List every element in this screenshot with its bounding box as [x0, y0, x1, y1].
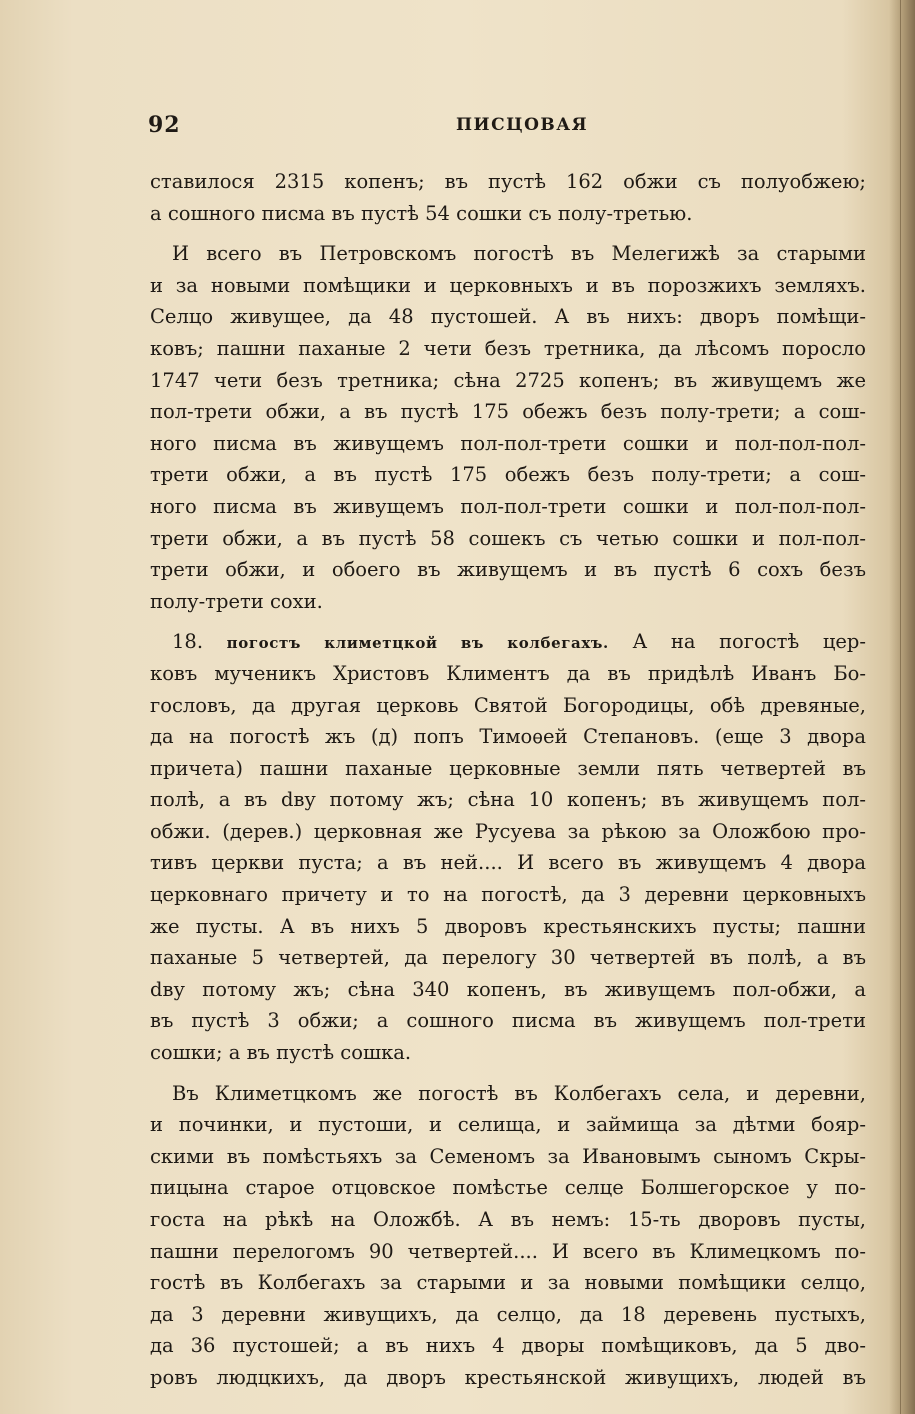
- text-line: гостѣ въ Колбегахъ за старыми и за новыми помѣщики селцо,: [150, 1271, 866, 1295]
- text-line: ковъ; пашни паханые 2 чети безъ третника, да лѣсомъ поросло: [150, 336, 866, 360]
- text-line: скими въ помѣстьяхъ за Семеномъ за Ивановымъ сыномъ Скры-: [150, 1144, 866, 1168]
- text-line: госта на рѣкѣ на Оложбѣ. А въ немъ: 15-ть дворовъ пусты,: [150, 1208, 866, 1231]
- section-number: 18.: [172, 630, 204, 654]
- text-line: dву потому жъ; сѣна 340 копенъ, въ живущемъ пол-обжи, а: [150, 977, 866, 1001]
- running-head: [148, 112, 866, 142]
- text-line: пашни перелогомъ 90 четвертей.... И всего въ Климецкомъ по-: [150, 1239, 866, 1263]
- text-line: обжи. (дерев.) церковная же Русуева за рѣкою за Оложбою про-: [150, 819, 866, 843]
- text-line: пицына старое отцовское помѣстье селце Болшегорское у по-: [150, 1176, 866, 1200]
- page-edge-shadow: [889, 0, 915, 1414]
- text-line: полѣ, а въ dву потому жъ; сѣна 10 копенъ; въ живущемъ пол-: [150, 788, 866, 812]
- text-line: причета) пашни паханые церковные земли пять четвертей въ: [150, 756, 866, 780]
- text-line: паханые 5 четвертей, да перелогу 30 четвертей въ полѣ, а въ: [150, 946, 866, 970]
- text-line: трети обжи, а въ пустѣ 175 обежъ безъ полу-трети; а сош-: [150, 463, 866, 487]
- text-line: ровъ людцкихъ, да дворъ крестьянской живущихъ, людей въ: [150, 1365, 866, 1389]
- section-heading: погостъ климетцкой въ колбегахъ.: [226, 634, 609, 653]
- text-line: И всего въ Петровскомъ погостѣ въ Мелегижѣ за старыми: [172, 242, 866, 266]
- text-line: сошки; а въ пустѣ сошка.: [150, 1041, 412, 1065]
- text-line: церковнаго причету и то на погостѣ, да 3 деревни церковныхъ: [150, 883, 866, 907]
- page-number: 92: [148, 112, 181, 138]
- text-line: да 36 пустошей; а въ нихъ 4 дворы помѣщиковъ, да 5 дво-: [150, 1334, 866, 1358]
- text-line: а сошного писма въ пустѣ 54 сошки съ полу-третью.: [150, 201, 693, 225]
- text-line: ного писма въ живущемъ пол-пол-трети сошки и пол-пол-пол-: [150, 494, 866, 518]
- text-line: гословъ, да другая церковь Святой Богородицы, обѣ древяные,: [150, 693, 866, 717]
- page-edge-line: [900, 0, 901, 1414]
- text-line: въ пустѣ 3 обжи; а сошного писма въ живущемъ пол-трети: [150, 1009, 866, 1033]
- text-line: и за новыми помѣщики и церковныхъ и въ порозжихъ земляхъ.: [150, 273, 866, 297]
- text-line: Селцо живущее, да 48 пустошей. А въ нихъ: дворъ помѣщи-: [150, 305, 866, 329]
- paragraph-section-18: [150, 626, 866, 1068]
- text-line: 1747 чети безъ третника; сѣна 2725 копенъ; въ живущемъ же: [150, 368, 866, 392]
- text-line: трети обжи, и обоего въ живущемъ и въ пустѣ 6 сохъ безъ: [150, 558, 866, 582]
- text-line: Въ Климетцкомъ же погостѣ въ Колбегахъ села, и деревни,: [172, 1081, 866, 1105]
- text-run: А на погостѣ цер-: [632, 630, 866, 654]
- text-line: ного писма въ живущемъ пол-пол-трети сошки и пол-пол-пол-: [150, 431, 866, 455]
- paragraph: [150, 166, 866, 229]
- text-line: и починки, и пустоши, и селища, и займища за дѣтми бояр-: [150, 1113, 866, 1137]
- text-line: тивъ церкви пуста; а въ ней.... И всего въ живущемъ 4 двора: [150, 851, 866, 875]
- running-title: ПИСЦОВАЯ: [456, 115, 589, 135]
- text-line: пол-трети обжи, а въ пустѣ 175 обежъ безъ полу-трети; а сош-: [150, 400, 866, 424]
- text-line: да на погостѣ жъ (д) попъ Тимоѳей Степановъ. (еще 3 двора: [150, 725, 866, 749]
- text-line: трети обжи, а въ пустѣ 58 сошекъ съ четью сошки и пол-пол-: [150, 526, 866, 550]
- section-heading-line: [150, 626, 866, 658]
- paragraph: [150, 1078, 866, 1394]
- text-line: да 3 деревни живущихъ, да селцо, да 18 деревень пустыхъ,: [150, 1302, 866, 1326]
- text-line: ставилося 2315 копенъ; въ пустѣ 162 обжи съ полуобжею;: [150, 170, 866, 193]
- paragraph: [150, 238, 866, 617]
- text-line: полу-трети сохи.: [150, 589, 323, 613]
- text-line: ковъ мученикъ Христовъ Климентъ да въ придѣлѣ Иванъ Бо-: [150, 661, 866, 685]
- body-text: [150, 166, 866, 1394]
- text-line: же пусты. А въ нихъ 5 дворовъ крестьянскихъ пусты; пашни: [150, 914, 866, 938]
